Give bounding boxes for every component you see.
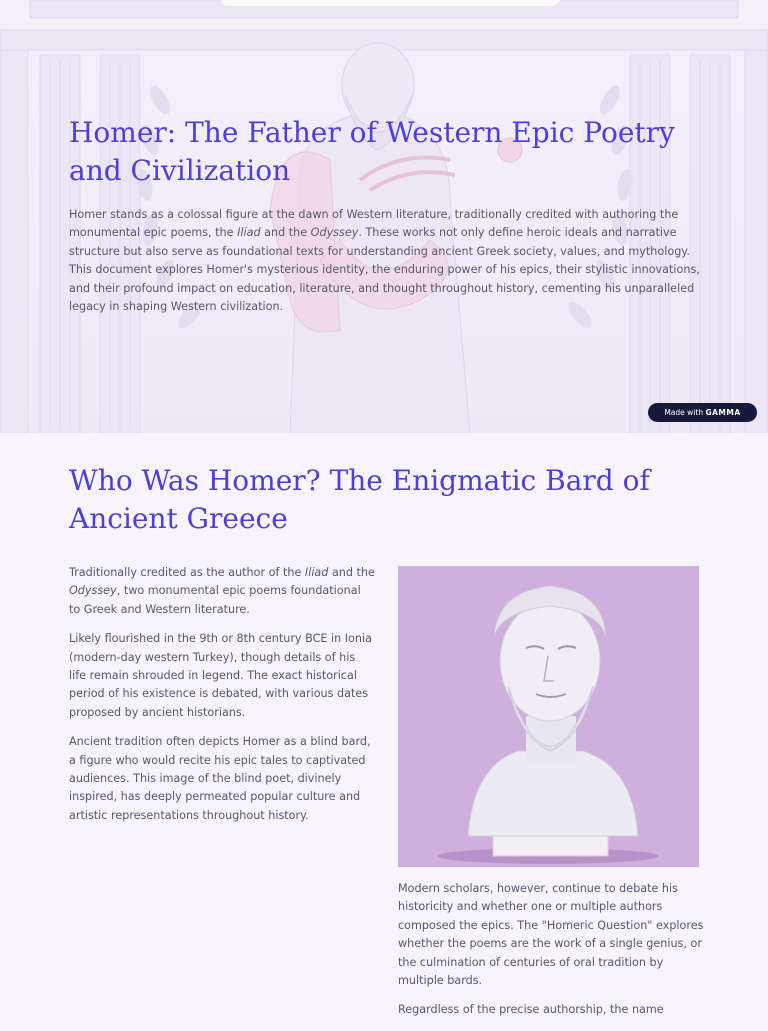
page-title: Homer: The Father of Western Epic Poetry and Civilization: [69, 116, 675, 187]
paragraph-authorship: [69, 564, 375, 619]
intro-paragraph: [69, 206, 701, 316]
p1-odyssey: Odyssey: [69, 584, 117, 598]
p1-text-2: and the: [328, 566, 375, 579]
section-title: Who Was Homer? The Enigmatic Bard of Ancient Greece: [69, 464, 650, 535]
top-bar: [220, 0, 560, 6]
badge-prefix: Made with: [664, 408, 706, 417]
paragraph-authorship-continued: Regardless of the precise authorship, the name: [398, 1003, 664, 1017]
odyssey-title: Odyssey: [310, 226, 359, 240]
paragraph-homeric-question: Modern scholars, however, continue to debate his historicity and whether one or multiple authors composed the epics. The "Homeric Question" explores whether the poems are the work of a single genius, or the culmination of centuries of oral tradition by multiple bards.: [398, 882, 704, 988]
bust-illustration: [398, 566, 699, 867]
p1-iliad: Iliad: [304, 566, 329, 579]
paragraph-origin: Likely flourished in the 9th or 8th century BCE in Ionia (modern-day western Turkey), though details of his life remain shrouded in legend. The exact historical period of his existence is debated, with various dates proposed by ancient historians.: [69, 632, 372, 719]
left-column: [69, 564, 375, 836]
badge-brand: GAMMA: [705, 408, 741, 417]
intro-text-2: and the: [260, 226, 311, 240]
who-was-homer-section: [0, 433, 768, 1024]
paragraph-blind-bard: Ancient tradition often depicts Homer as a blind bard, a figure who would recite his epic tales to captivated audiences. This image of the blind poet, divinely inspired, has deeply permeated popular culture and artistic representations throughout history.: [69, 735, 371, 822]
p1-text-3: , two monumental epic poems foundational to Greek and Western literature.: [69, 584, 361, 616]
intro-text-3: . These works not only define heroic ideals and narrative structure but also serve as foundational texts for understanding ancient Greek society, values, and mythology. This document explores Homer's mysterious identity, the enduring power of his epics, their stylistic innovations, and their profound impact on education, literature, and thought throughout history, cementing his unparalleled legacy in shaping Western civilization.: [69, 226, 700, 314]
hero-section: [0, 0, 768, 433]
homer-bust-image: [398, 566, 699, 867]
iliad-title: Iliad: [237, 226, 261, 240]
p1-text-1: Traditionally credited as the author of the: [69, 566, 305, 579]
intro-text-1: Homer stands as a colossal figure at the dawn of Western literature, traditionally credited with authoring the monumental epic poems, the: [69, 208, 679, 240]
made-with-gamma-badge[interactable]: [648, 403, 757, 422]
right-column: [398, 880, 704, 1031]
